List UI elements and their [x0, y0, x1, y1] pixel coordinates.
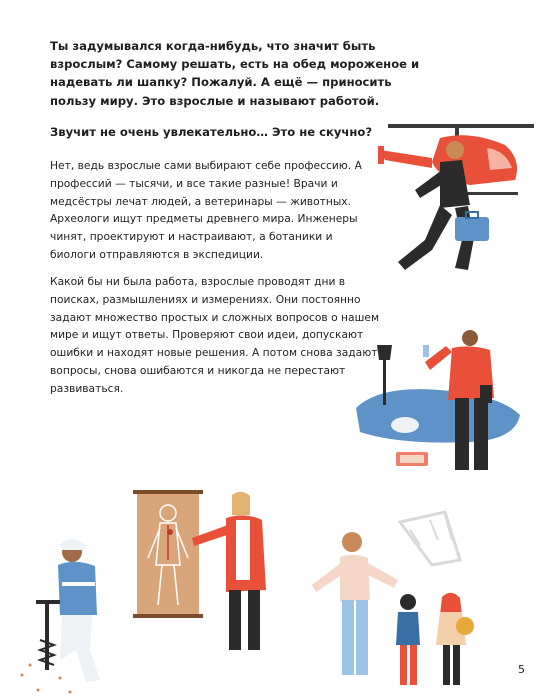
ice-chip	[59, 677, 62, 680]
poster-rod	[133, 490, 203, 494]
man-leg-back	[398, 205, 452, 270]
tail-fin	[378, 146, 384, 164]
child-2-leg-left	[443, 645, 450, 685]
rotor-blade	[388, 124, 534, 128]
researcher-head	[462, 330, 478, 346]
ice-chip	[69, 691, 72, 694]
child-1-leg-left	[400, 645, 407, 685]
drill-worker-illustration	[21, 539, 101, 694]
teacher-leg-left	[342, 600, 354, 675]
ice-chip	[21, 674, 24, 677]
paragraph-2: Какой бы ни была работа, взрослые проводят дни в поисках, размышлениях и измерениях. Они постоянно задают множество простых и сложных вопросов о нашем мире и ищут ответы. Проверяют свои идеи, допускают ошибки и находят новые решения. А потом снова задают вопросы, снова ошибаются и никогда не перестают развиваться.	[50, 275, 380, 395]
helicopter-illustration	[378, 124, 534, 270]
teacher-head	[342, 532, 362, 552]
teacher-shirt	[340, 555, 370, 602]
child-2-hair	[440, 593, 462, 615]
sample-box-tray	[400, 455, 424, 463]
sample-jar-icon	[423, 345, 429, 357]
group-illustration	[312, 512, 474, 685]
man-head	[446, 141, 464, 159]
poster-rod-bottom	[133, 614, 203, 618]
briefcase-icon	[455, 217, 489, 241]
paragraph-1: Нет, ведь взрослые сами выбирают себе профессию. А профессий — тысячи, и все такие разные! Врачи и медсёстры лечат людей, а ветеринары — животных. Археологи ищут предметы древнего мира. Инженеры чинят, проектируют и настраивают, а ботаники и биологи отправляются в экспедиции.	[50, 159, 362, 261]
researcher-arm	[425, 346, 452, 370]
worker-legs	[60, 615, 100, 682]
seal-icon	[391, 417, 419, 433]
doctor-hair	[232, 492, 250, 515]
subheading: Звучит не очень увлекательно… Это не скучно?	[50, 125, 373, 139]
ice-hole	[356, 389, 520, 442]
ice-chip	[37, 689, 40, 692]
page-number: 5	[518, 663, 525, 676]
worker-helmet	[60, 539, 86, 550]
doctor-poster-illustration	[133, 490, 266, 650]
polar-researcher-illustration	[356, 330, 520, 470]
doctor-leg-left	[229, 590, 241, 650]
doctor-leg-right	[248, 590, 260, 650]
researcher-leg-left	[455, 398, 469, 470]
child-1-shirt	[396, 612, 420, 645]
heart-icon	[167, 529, 173, 535]
shovel-blade	[377, 345, 392, 360]
child-2-leg-right	[453, 645, 460, 685]
helicopter-tail	[380, 150, 432, 168]
child-2-backpack	[456, 617, 474, 635]
child-1-head	[400, 594, 416, 610]
doctor-shirt	[236, 520, 250, 580]
drill-shaft	[45, 600, 49, 670]
worker-vest	[58, 562, 97, 615]
researcher-leg-right	[474, 398, 488, 470]
intro-text: Ты задумывался когда-нибудь, что значит быть взрослым? Самому решать, есть на обед мороженое и надевать ли шапку? Пожалуй. А ещё — приносить пользу миру. Это взрослые и называют работой.	[50, 39, 420, 108]
vest-stripe	[62, 582, 95, 586]
ice-chip	[29, 664, 32, 667]
teacher-leg-right	[356, 600, 368, 675]
child-1-leg-right	[410, 645, 417, 685]
researcher-bag	[480, 385, 492, 403]
